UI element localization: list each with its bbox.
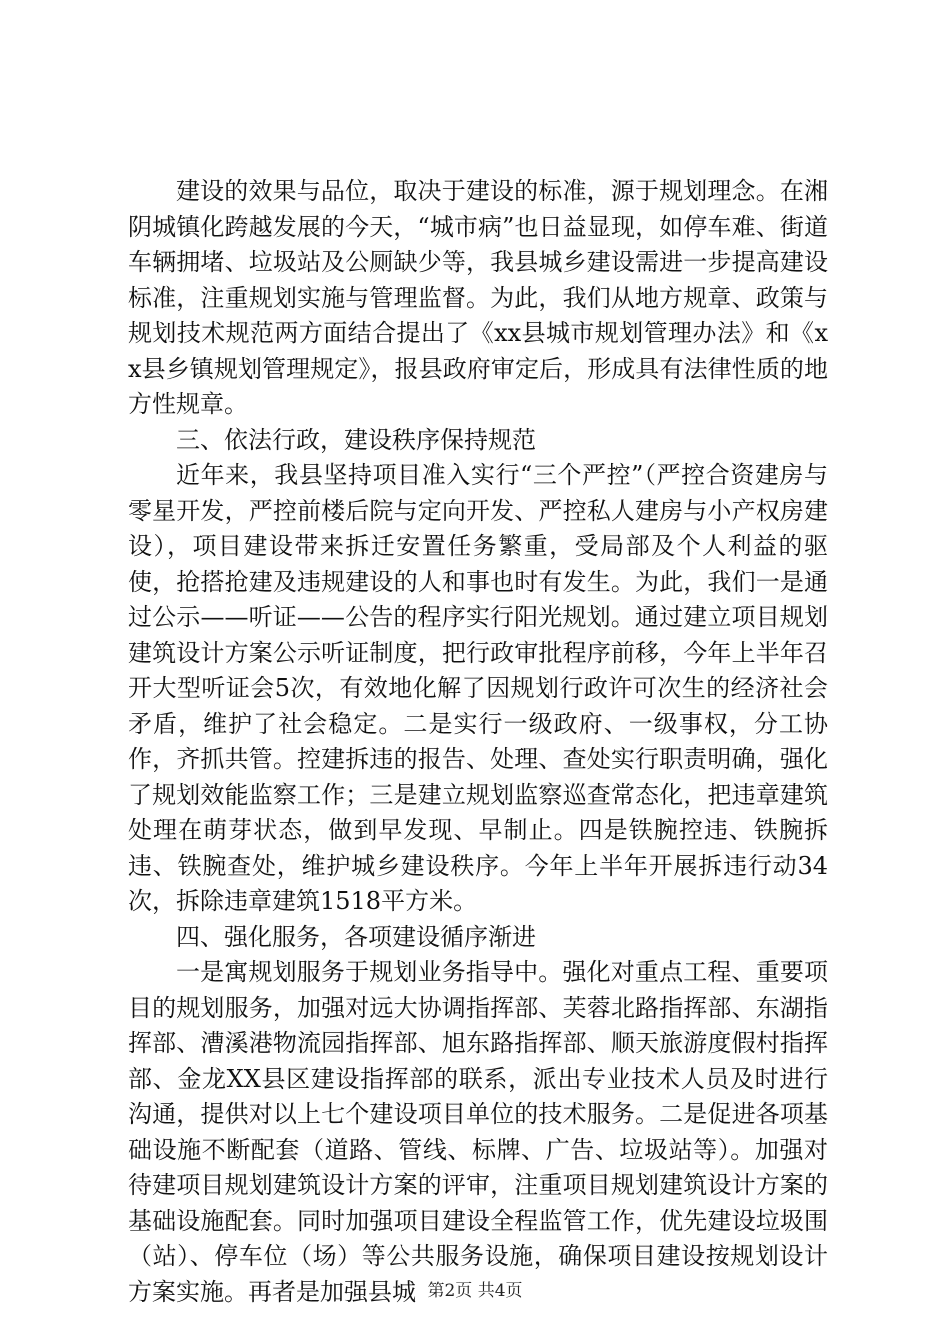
paragraph-standards: 建设的效果与品位，取决于建设的标准，源于规划理念。在湘阴城镇化跨越发展的今天，“城市病”也日益显现，如停车难、街道车辆拥堵、垃圾站及公厕缺少等，我县城乡建设需进一步提高建设标准，注重规划实施与管理监督。为此，我们从地方规章、政策与规划技术规范两方面结合提出了《xx县城市规划管理办法》和《xx县乡镇规划管理规定》，报县政府审定后，形成具有法律性质的地方性规章。 xyxy=(128,177,828,418)
section-heading-4: 四、强化服务，各项建设循序渐进 xyxy=(176,922,536,951)
page-number-footer: 第2页 共4页 xyxy=(427,1281,523,1301)
document-body xyxy=(128,174,828,1310)
paragraph-services: 一是寓规划服务于规划业务指导中。强化对重点工程、重要项目的规划服务，加强对远大协调指挥部、芙蓉北路指挥部、东湖指挥部、漕溪港物流园指挥部、旭东路指挥部、顺天旅游度假村指挥部、金龙XX县区建设指挥部的联系，派出专业技术人员及时进行沟通，提供对以上七个建设项目单位的技术服务。二是促进各项基础设施不断配套（道路、管线、标牌、广告、垃圾站等）。加强对待建项目规划建筑设计方案的评审，注重项目规划建筑设计方案的基础设施配套。同时加强项目建设全程监管工作，优先建设垃圾围（站）、停车位（场）等公共服务设施，确保项目建设按规划设计方案实施。再者是加强县城 xyxy=(128,958,828,1306)
section-heading-3: 三、依法行政，建设秩序保持规范 xyxy=(176,425,536,454)
paragraph-law-enforcement: 近年来，我县坚持项目准入实行“三个严控”（严控合资建房与零星开发，严控前楼后院与定向开发、严控私人建房与小产权房建设），项目建设带来拆迁安置任务繁重，受局部及个人利益的驱使，抢搭抢建及违规建设的人和事也时有发生。为此，我们一是通过公示——听证——公告的程序实行阳光规划。通过建立项目规划建筑设计方案公示听证制度，把行政审批程序前移，今年上半年召开大型听证会5次，有效地化解了因规划行政许可次生的经济社会矛盾，维护了社会稳定。二是实行一级政府、一级事权，分工协作，齐抓共管。控建拆违的报告、处理、查处实行职责明确，强化了规划效能监察工作；三是建立规划监察巡查常态化，把违章建筑处理在萌芽状态，做到早发现、早制止。四是铁腕控违、铁腕拆违、铁腕查处，维护城乡建设秩序。今年上半年开展拆违行动34次，拆除违章建筑1518平方米。 xyxy=(128,461,828,915)
